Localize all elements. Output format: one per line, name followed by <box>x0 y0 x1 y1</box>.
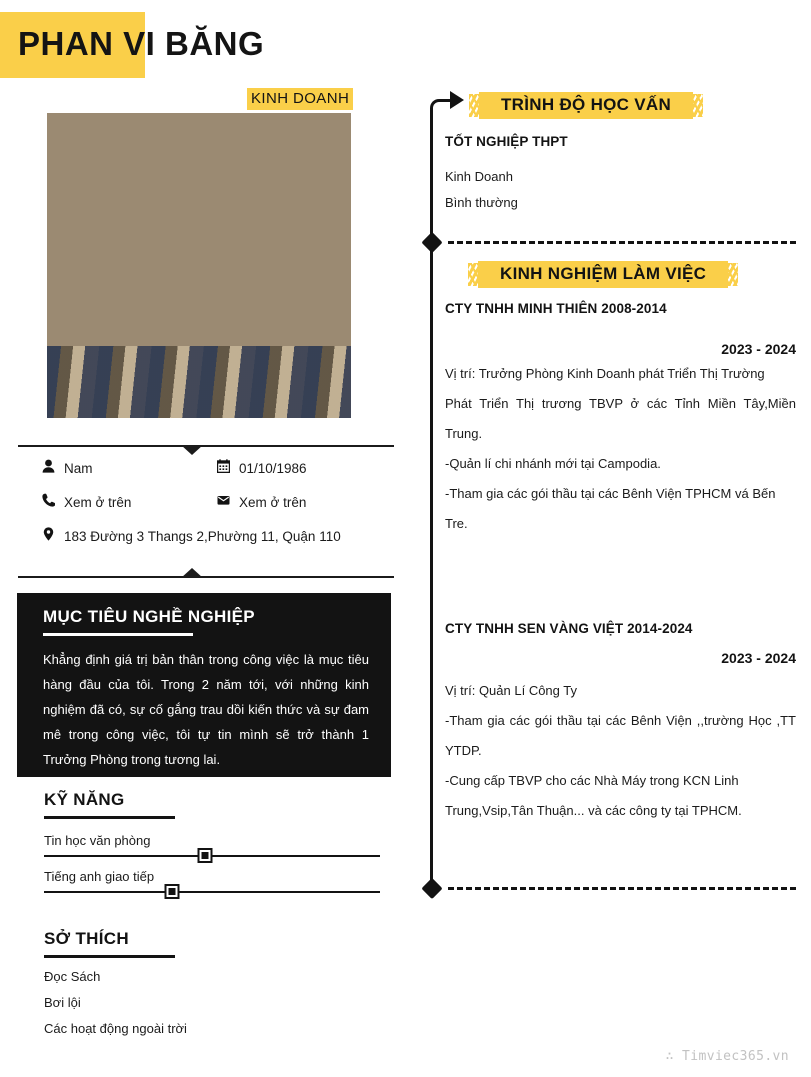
job-company: CTY TNHH SEN VÀNG VIỆT 2014-2024 <box>445 621 693 636</box>
career-objective-card <box>17 593 391 777</box>
skill-slider-track[interactable] <box>44 891 380 893</box>
skill-item <box>44 831 380 857</box>
list-item: Đọc Sách <box>44 969 101 984</box>
envelope-icon <box>217 492 239 507</box>
contact-email <box>217 492 392 514</box>
education-major: Kinh Doanh <box>445 169 513 184</box>
career-objective-title: MỤC TIÊU NGHỀ NGHIỆP <box>43 607 255 626</box>
section-dashed-divider <box>448 241 796 244</box>
footer-watermark: ∴ Timviec365.vn <box>665 1049 789 1064</box>
contact-gender-value: Nam <box>64 461 93 476</box>
avatar <box>47 113 351 418</box>
contact-address-value: 183 Đường 3 Thangs 2,Phường 11, Quận 110 <box>64 529 341 544</box>
hobbies-rule <box>44 955 175 958</box>
list-item: Bơi lội <box>44 995 81 1010</box>
contact-block <box>42 458 392 560</box>
contact-birthday-value: 01/10/1986 <box>239 461 307 476</box>
section-dashed-divider <box>448 887 796 890</box>
contact-row <box>42 458 392 480</box>
experience-banner: KINH NGHIỆM LÀM VIỆC <box>478 259 728 290</box>
triangle-up-icon <box>181 568 203 578</box>
skill-slider-knob[interactable] <box>200 850 211 861</box>
contact-phone <box>42 492 217 514</box>
job-description-line: Phát Triển Thị trương TBVP ở các Tỉnh Miền Tây,Miền Trung. <box>445 396 796 441</box>
person-icon <box>42 458 64 473</box>
triangle-down-icon <box>181 445 203 455</box>
career-objective-rule <box>43 633 193 636</box>
job-description-line: Vị trí: Quản Lí Công Ty <box>445 683 577 698</box>
timeline-line <box>430 112 433 894</box>
contact-birthday <box>217 458 392 480</box>
skills-rule <box>44 816 175 819</box>
job-description-line: Vị trí: Trưởng Phòng Kinh Doanh phát Triển Thị Trường <box>445 366 765 381</box>
education-degree: TỐT NGHIỆP THPT <box>445 134 568 149</box>
skill-slider-track[interactable] <box>44 855 380 857</box>
job-company: CTY TNHH MINH THIÊN 2008-2014 <box>445 301 667 316</box>
contact-address <box>42 526 392 548</box>
calendar-icon <box>217 458 239 473</box>
education-classification: Bình thường <box>445 195 518 210</box>
hobbies-title: SỞ THÍCH <box>44 929 129 948</box>
job-description <box>445 359 796 539</box>
job-title-badge: KINH DOANH <box>247 88 353 110</box>
career-objective-body: Khẳng định giá trị bản thân trong công việc là mục tiêu hàng đầu của tôi. Trong 2 năm tới, với những kinh nghiệm đã có, sự cố gắng trau dồi kiến thức và sự đam mê trong công việc, tôi tự tin mình sẽ trở thành 1 Trưởng Phòng trong tương lai. <box>43 652 369 767</box>
education-banner: TRÌNH ĐỘ HỌC VẤN <box>479 90 693 121</box>
contact-row <box>42 526 392 548</box>
page-title: PHAN VI BĂNG <box>18 25 265 62</box>
skill-label: Tiếng anh giao tiếp <box>44 869 155 884</box>
job-description <box>445 676 796 826</box>
job-description-line: -Tham gia các gói thầu tại các Bênh Viện TPHCM vá Bến Tre. <box>445 486 776 531</box>
contact-row <box>42 492 392 514</box>
contact-divider-top <box>18 445 394 447</box>
job-description-line: -Tham gia các gói thầu tại các Bênh Viện ,,trường Học ,TT YTDP. <box>445 713 796 758</box>
contact-phone-value: Xem ở trên <box>64 495 132 510</box>
timeline-diamond-icon <box>421 232 442 253</box>
skill-slider-knob[interactable] <box>166 886 177 897</box>
job-date: 2023 - 2024 <box>721 341 796 357</box>
job-description-line: -Cung cấp TBVP cho các Nhà Máy trong KCN Linh Trung,Vsip,Tân Thuận... và các công ty tại TPHCM. <box>445 773 742 818</box>
timeline-diamond-icon <box>421 878 442 899</box>
job-date: 2023 - 2024 <box>721 650 796 666</box>
phone-icon <box>42 492 64 507</box>
contact-divider-bottom <box>18 576 394 578</box>
skill-item <box>44 867 380 893</box>
right-column <box>412 0 811 1077</box>
location-pin-icon <box>42 526 64 541</box>
list-item: Các hoạt động ngoài trời <box>44 1021 187 1036</box>
contact-gender <box>42 458 217 480</box>
timeline-elbow <box>430 99 452 115</box>
skills-title: KỸ NĂNG <box>44 790 125 809</box>
skill-label: Tin học văn phòng <box>44 833 151 848</box>
contact-email-value: Xem ở trên <box>239 495 307 510</box>
timeline-arrow-icon <box>450 91 464 109</box>
job-description-line: -Quản lí chi nhánh mới tại Campodia. <box>445 456 661 471</box>
